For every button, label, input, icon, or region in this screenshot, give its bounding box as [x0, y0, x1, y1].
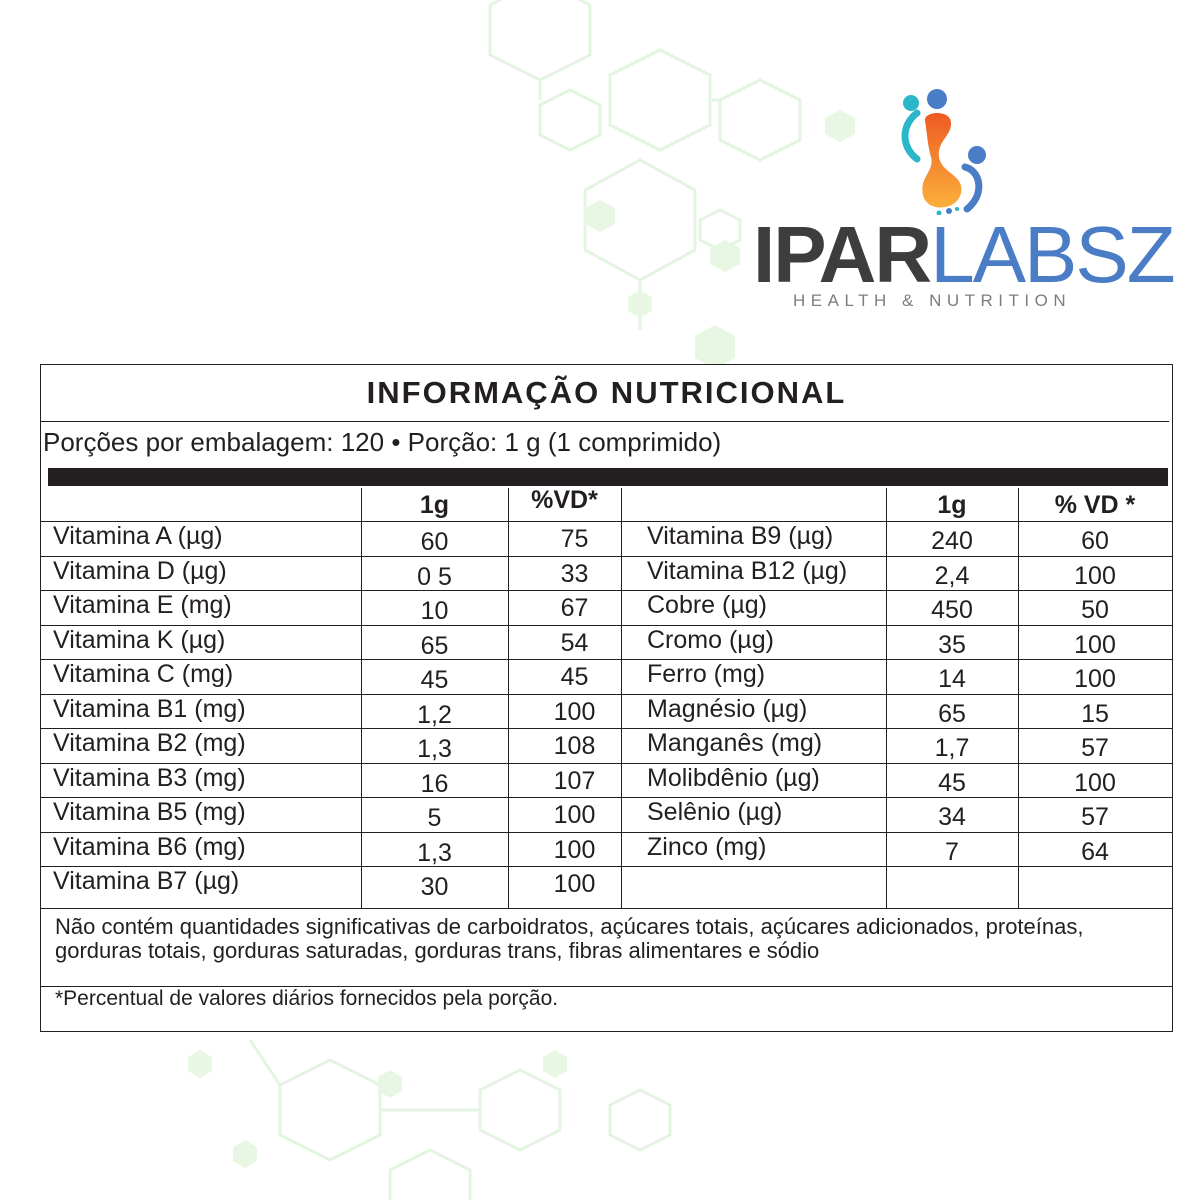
nutrient-dv: 33: [560, 559, 589, 588]
nutrient-amount: 60: [420, 528, 449, 556]
nutrient-name: Vitamina E (mg): [53, 591, 232, 619]
nutrient-name: Vitamina K (µg): [53, 625, 226, 654]
nutrient-dv: 57: [1081, 734, 1109, 762]
nutrient-name: Vitamina B3 (mg): [53, 763, 246, 792]
right-header-amount: 1g: [937, 491, 967, 519]
thick-divider-bar: [48, 468, 1168, 486]
nutrient-name: Vitamina B12 (µg): [647, 556, 848, 585]
nutrient-dv: 100: [1074, 630, 1116, 659]
brand-name-part2: LABSZ: [930, 210, 1174, 299]
nutrient-dv: 64: [1081, 837, 1109, 866]
nutrient-amount: 16: [420, 769, 449, 798]
nutrient-dv: 100: [553, 697, 596, 726]
title-divider: [41, 421, 1169, 422]
nutrient-name: Vitamina B2 (mg): [53, 729, 246, 757]
nutrient-dv: 15: [1081, 699, 1109, 728]
nutrient-name: Vitamina D (µg): [53, 556, 227, 585]
nutrient-dv: 100: [553, 835, 596, 864]
nutrient-dv: 107: [553, 766, 596, 795]
nutrition-facts-panel: [40, 364, 1173, 1032]
nutrient-amount: 1,7: [934, 734, 970, 762]
nutrient-name: Selênio (µg): [647, 798, 783, 826]
left-header-amount: 1g: [419, 491, 450, 519]
brand-logo: [745, 85, 1174, 315]
daily-value-footnote: *Percentual de valores diários fornecidos pela porção.: [55, 987, 559, 1010]
right-header-dv: % VD *: [1054, 491, 1136, 519]
left-header-dv: %VD*: [531, 486, 598, 514]
nutrient-amount: 14: [938, 665, 966, 693]
nutrient-dv: 75: [560, 525, 589, 553]
servings-line: [43, 427, 721, 458]
nutrient-amount: 240: [931, 527, 973, 555]
notes-divider: [41, 908, 1172, 909]
nutrient-amount: 0 5: [417, 562, 452, 591]
nutrient-name: Zinco (mg): [647, 832, 767, 861]
nutrient-dv: 100: [1074, 665, 1116, 693]
people-logo-icon: [895, 85, 995, 215]
nutrient-dv: 100: [553, 870, 596, 898]
nutrient-amount: 450: [931, 596, 973, 624]
nutrient-name: Vitamina B6 (mg): [53, 832, 246, 861]
nutrient-name: Vitamina B9 (µg): [647, 522, 834, 550]
nutrient-amount: 5: [427, 804, 442, 832]
serving-size: Porção: 1 g (1 comprimido): [407, 427, 722, 457]
nutrient-amount: 65: [938, 699, 966, 728]
nutrient-amount: 34: [938, 803, 966, 831]
nutrient-name: Molibdênio (µg): [647, 763, 820, 792]
nutrient-name: Vitamina C (mg): [53, 660, 234, 688]
nutrient-dv: 60: [1081, 527, 1109, 555]
panel-title: INFORMAÇÃO NUTRICIONAL: [366, 375, 847, 410]
nutrient-amount: 45: [938, 768, 966, 797]
nutrient-name: Manganês (mg): [647, 729, 823, 757]
nutrient-name: Magnésio (µg): [647, 694, 808, 723]
nutrient-dv: 108: [553, 732, 596, 760]
nutrient-dv: 45: [560, 663, 589, 691]
nutrient-amount: 1,3: [417, 838, 452, 867]
nutrient-dv: 100: [1074, 561, 1116, 590]
nutrient-amount: 10: [420, 597, 449, 625]
nutrient-dv: 57: [1081, 803, 1109, 831]
nutrient-amount: 1,3: [417, 735, 452, 763]
not-contains-note: Não contém quantidades significativas de carboidratos, açúcares totais, açúcares adicionados, proteínas, gorduras totais, gorduras saturadas, gorduras trans, fibras alimentares e sódio: [55, 914, 1084, 963]
nutrient-dv: 67: [560, 594, 589, 622]
nutrient-amount: 1,2: [417, 700, 452, 729]
nutrient-name: Ferro (mg): [647, 660, 766, 688]
bullet-separator: •: [384, 427, 408, 457]
nutrient-name: Vitamina B1 (mg): [53, 694, 246, 723]
nutrient-amount: 65: [420, 631, 449, 660]
nutrient-amount: 2,4: [934, 561, 970, 590]
nutrient-name: Vitamina B5 (mg): [53, 798, 246, 826]
nutrient-amount: 30: [420, 873, 449, 901]
nutrient-name: Cobre (µg): [647, 591, 767, 619]
nutrient-dv: 54: [560, 628, 589, 657]
brand-tagline: HEALTH & NUTRITION: [793, 291, 1072, 310]
nutrient-dv: 100: [1074, 768, 1116, 797]
nutrient-amount: 35: [938, 630, 966, 659]
nutrient-table: [41, 488, 1172, 908]
servings-per-package: Porções por embalagem: 120: [43, 427, 385, 457]
row-divider: [621, 866, 1172, 867]
brand-wordmark: [753, 210, 1174, 299]
nutrient-name: Vitamina B7 (µg): [53, 867, 240, 895]
nutrient-name: Vitamina A (µg): [53, 522, 223, 550]
nutrient-dv: 50: [1081, 596, 1109, 624]
nutrient-amount: 7: [945, 837, 959, 866]
nutrient-amount: 45: [420, 666, 449, 694]
brand-name-part1: IPAR: [753, 210, 931, 299]
nutrient-name: Cromo (µg): [647, 625, 774, 654]
nutrient-dv: 100: [553, 801, 596, 829]
